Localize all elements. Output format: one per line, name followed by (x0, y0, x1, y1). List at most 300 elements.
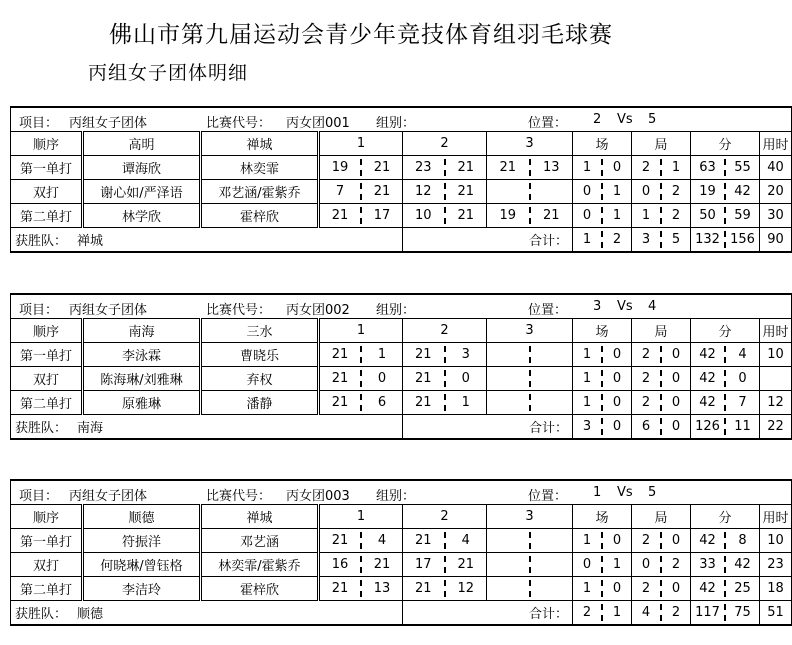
points-score (691, 204, 760, 228)
game3-score-a: 21 (499, 160, 517, 175)
total-field (573, 228, 632, 253)
order-cell: 第二单打 (11, 204, 83, 228)
vs-label: Vs (617, 112, 633, 127)
round-score (632, 577, 691, 601)
player-a-cell: 李洁玲 (83, 577, 201, 601)
total-time: 22 (760, 415, 792, 440)
game1-score-b: 17 (373, 208, 391, 223)
game1-score-b: 0 (377, 371, 387, 386)
total-label: 合计： (528, 234, 568, 249)
game1-score-b: 4 (377, 533, 387, 548)
game2-score-b: 0 (461, 371, 470, 386)
position-b: 4 (648, 299, 657, 314)
time-header: 用时 (760, 132, 792, 156)
game2-score-b: 21 (457, 160, 475, 175)
game1-score-a: 21 (331, 533, 349, 548)
points-header: 分 (691, 132, 760, 156)
total-points-b: 11 (734, 419, 751, 434)
team-a-header: 顺德 (83, 505, 201, 529)
field-score (573, 553, 632, 577)
field-score-a: 0 (582, 557, 592, 572)
field-header: 场 (573, 505, 632, 529)
field-score-a: 1 (582, 371, 592, 386)
match-info-row (11, 294, 792, 319)
game3-score (487, 577, 573, 601)
total-points (691, 415, 760, 440)
round-score-b: 0 (671, 581, 681, 596)
field-score-b: 0 (612, 347, 622, 362)
game1-score (319, 204, 403, 228)
points-score-b: 59 (734, 208, 751, 223)
round-score-a: 2 (641, 395, 651, 410)
divider (529, 556, 531, 572)
game2-header: 2 (403, 319, 487, 343)
game2-score (403, 529, 487, 553)
total-field (573, 601, 632, 626)
round-score-b: 2 (671, 557, 681, 572)
winner-row (11, 228, 792, 253)
player-b-cell: 邓艺涵 (201, 529, 319, 553)
points-score (691, 391, 760, 415)
time-cell: 40 (760, 156, 792, 180)
position-label: 位置： (528, 489, 568, 504)
time-cell: 30 (760, 204, 792, 228)
game3-score-b: 21 (542, 208, 560, 223)
position-label: 位置： (528, 116, 568, 131)
field-score (573, 529, 632, 553)
total-label-cell (403, 415, 573, 440)
time-cell (760, 367, 792, 391)
player-b-cell: 霍梓欣 (201, 577, 319, 601)
game2-score (403, 343, 487, 367)
player-a-cell: 原雅琳 (83, 391, 201, 415)
order-cell: 双打 (11, 180, 83, 204)
points-score-b: 7 (738, 395, 747, 410)
total-points-a: 132 (695, 232, 720, 247)
total-field-b: 1 (612, 605, 622, 620)
game1-score-a: 16 (331, 557, 349, 572)
vs-label: Vs (617, 299, 633, 314)
divider (529, 580, 531, 596)
round-score (632, 204, 691, 228)
match-table-3 (10, 479, 789, 626)
total-round (632, 228, 691, 253)
player-a-cell: 李泳霖 (83, 343, 201, 367)
field-score (573, 343, 632, 367)
game1-header: 1 (319, 319, 403, 343)
total-field-b: 0 (612, 419, 622, 434)
position-a: 2 (593, 112, 602, 127)
winner-value: 顺德 (77, 607, 104, 622)
player-b-cell: 林奕霏/霍紫乔 (201, 553, 319, 577)
round-score-a: 2 (641, 581, 651, 596)
player-b-cell: 曹晓乐 (201, 343, 319, 367)
match-code-label: 比赛代号： (206, 489, 272, 504)
game1-score (319, 553, 403, 577)
game1-score (319, 529, 403, 553)
match-info-row (11, 480, 792, 505)
position-b: 5 (648, 485, 657, 500)
time-cell: 23 (760, 553, 792, 577)
game2-score-a: 21 (414, 347, 432, 362)
winner-cell (11, 415, 403, 440)
game2-score-b: 21 (457, 184, 475, 199)
project-value: 丙组女子团体 (69, 489, 148, 504)
time-cell: 18 (760, 577, 792, 601)
total-points (691, 228, 760, 253)
field-score-b: 0 (612, 395, 622, 410)
game1-score-b: 21 (373, 184, 391, 199)
game2-score-a: 23 (414, 160, 432, 175)
game1-score-a: 21 (331, 347, 349, 362)
order-header: 顺序 (11, 505, 83, 529)
round-score-b: 0 (671, 533, 681, 548)
game3-score (487, 553, 573, 577)
project-value: 丙组女子团体 (69, 303, 148, 318)
position-b: 5 (648, 112, 657, 127)
header-row (11, 132, 792, 156)
field-score-b: 0 (612, 581, 622, 596)
field-score-b: 1 (612, 557, 622, 572)
field-score (573, 180, 632, 204)
game3-header: 3 (487, 132, 573, 156)
points-header: 分 (691, 319, 760, 343)
match-grid (10, 479, 792, 626)
team-b-header: 禅城 (201, 132, 319, 156)
total-round-a: 3 (641, 232, 651, 247)
game2-score-a: 21 (414, 533, 432, 548)
game1-score-b: 21 (373, 160, 391, 175)
round-score-a: 2 (641, 347, 651, 362)
total-round-a: 4 (641, 605, 651, 620)
field-score (573, 156, 632, 180)
round-score-b: 1 (671, 160, 681, 175)
round-score-b: 0 (671, 371, 681, 386)
divider (529, 183, 531, 199)
match-code-label: 比赛代号： (206, 116, 272, 131)
player-a-cell: 谢心如/严泽语 (83, 180, 201, 204)
game1-score-b: 13 (373, 581, 391, 596)
points-score-b: 4 (738, 347, 747, 362)
player-a-cell: 谭海欣 (83, 156, 201, 180)
player-b-cell: 邓艺涵/霍紫乔 (201, 180, 319, 204)
total-time: 51 (760, 601, 792, 626)
field-score-a: 0 (582, 184, 592, 199)
total-round-b: 5 (671, 232, 681, 247)
match-code-value: 丙女团003 (286, 489, 350, 504)
match-code-label: 比赛代号： (206, 303, 272, 318)
winner-row (11, 415, 792, 440)
winner-cell (11, 228, 403, 253)
game2-score (403, 391, 487, 415)
order-cell: 第一单打 (11, 343, 83, 367)
game2-score-a: 21 (414, 395, 432, 410)
field-score-a: 0 (582, 208, 592, 223)
round-score-a: 1 (641, 208, 651, 223)
game1-score-a: 21 (331, 395, 349, 410)
round-score (632, 156, 691, 180)
table-row (11, 156, 792, 180)
round-score-b: 2 (671, 208, 681, 223)
game2-score-a: 10 (414, 208, 432, 223)
total-field (573, 415, 632, 440)
total-points-b: 156 (730, 232, 755, 247)
match-grid (10, 106, 792, 253)
total-label: 合计： (528, 607, 568, 622)
game3-score (487, 156, 573, 180)
vs-label: Vs (617, 485, 633, 500)
total-field-b: 2 (612, 232, 622, 247)
round-score (632, 343, 691, 367)
points-score (691, 343, 760, 367)
game3-score-a: 19 (499, 208, 517, 223)
project-label: 项目： (19, 489, 59, 504)
total-time: 90 (760, 228, 792, 253)
total-round-b: 2 (671, 605, 681, 620)
table-row (11, 529, 792, 553)
total-field-a: 2 (582, 605, 592, 620)
points-score (691, 577, 760, 601)
points-score-b: 42 (734, 557, 751, 572)
order-cell: 双打 (11, 367, 83, 391)
order-cell: 第一单打 (11, 156, 83, 180)
game2-score (403, 577, 487, 601)
total-label-cell (403, 228, 573, 253)
team-b-header: 禅城 (201, 505, 319, 529)
game2-score-b: 3 (461, 347, 470, 362)
position-a: 1 (593, 485, 602, 500)
game2-score-b: 4 (461, 533, 470, 548)
game1-score-b: 6 (377, 395, 387, 410)
field-score-a: 1 (582, 533, 592, 548)
game2-score (403, 553, 487, 577)
project-value: 丙组女子团体 (69, 116, 148, 131)
round-score-b: 2 (671, 184, 681, 199)
points-score-a: 42 (699, 371, 716, 386)
order-cell: 第二单打 (11, 577, 83, 601)
total-points-a: 117 (695, 605, 720, 620)
game2-header: 2 (403, 505, 487, 529)
winner-label: 获胜队： (15, 607, 68, 622)
game3-score (487, 529, 573, 553)
page-subtitle: 丙组女子团体明细 (88, 62, 249, 84)
match-info-row (11, 107, 792, 132)
time-header: 用时 (760, 319, 792, 343)
game2-score (403, 180, 487, 204)
table-row (11, 204, 792, 228)
round-header: 局 (632, 505, 691, 529)
game2-score-b: 1 (461, 395, 470, 410)
game2-score-a: 12 (414, 184, 432, 199)
points-score-a: 33 (699, 557, 716, 572)
game3-score (487, 204, 573, 228)
game1-score-a: 19 (331, 160, 349, 175)
round-score (632, 180, 691, 204)
points-score (691, 529, 760, 553)
field-score (573, 391, 632, 415)
points-score (691, 180, 760, 204)
player-a-cell: 何晓琳/曾钰格 (83, 553, 201, 577)
game1-score (319, 180, 403, 204)
round-score-a: 2 (641, 160, 651, 175)
points-score-a: 50 (699, 208, 716, 223)
points-score-a: 42 (699, 347, 716, 362)
total-label-cell (403, 601, 573, 626)
time-cell: 12 (760, 391, 792, 415)
game1-score-a: 21 (331, 208, 349, 223)
player-a-cell: 林学欣 (83, 204, 201, 228)
position-a: 3 (593, 299, 602, 314)
order-cell: 双打 (11, 553, 83, 577)
total-field-a: 3 (582, 419, 592, 434)
game1-score (319, 367, 403, 391)
round-score-a: 0 (641, 184, 651, 199)
time-cell: 20 (760, 180, 792, 204)
round-header: 局 (632, 132, 691, 156)
field-score-b: 0 (612, 160, 622, 175)
project-label: 项目： (19, 303, 59, 318)
game1-score (319, 391, 403, 415)
order-cell: 第一单打 (11, 529, 83, 553)
game2-header: 2 (403, 132, 487, 156)
total-round (632, 415, 691, 440)
round-score-a: 2 (641, 371, 651, 386)
divider (529, 532, 531, 548)
position-label: 位置： (528, 303, 568, 318)
field-score-a: 1 (582, 581, 592, 596)
round-score (632, 367, 691, 391)
game2-score-b: 12 (457, 581, 475, 596)
time-cell: 10 (760, 529, 792, 553)
project-label: 项目： (19, 116, 59, 131)
points-score-b: 42 (734, 184, 751, 199)
divider (529, 346, 531, 362)
match-code-value: 丙女团001 (286, 116, 350, 131)
round-score-b: 0 (671, 347, 681, 362)
points-score (691, 553, 760, 577)
table-row (11, 367, 792, 391)
points-score (691, 367, 760, 391)
points-score-b: 25 (734, 581, 751, 596)
winner-row (11, 601, 792, 626)
game1-score-a: 21 (331, 371, 349, 386)
player-a-cell: 符振洋 (83, 529, 201, 553)
total-field-a: 1 (582, 232, 592, 247)
field-score (573, 204, 632, 228)
points-score-a: 42 (699, 395, 716, 410)
game3-score (487, 180, 573, 204)
time-header: 用时 (760, 505, 792, 529)
points-header: 分 (691, 505, 760, 529)
game3-score-b: 13 (542, 160, 560, 175)
winner-label: 获胜队： (15, 234, 68, 249)
game2-score (403, 204, 487, 228)
points-score-b: 0 (738, 371, 747, 386)
divider (529, 370, 531, 386)
total-label: 合计： (528, 421, 568, 436)
points-score-b: 8 (738, 533, 747, 548)
points-score-a: 42 (699, 581, 716, 596)
points-score-b: 55 (734, 160, 751, 175)
winner-value: 禅城 (77, 234, 104, 249)
group-label: 组别： (376, 116, 416, 131)
group-label: 组别： (376, 303, 416, 318)
field-score-a: 1 (582, 160, 592, 175)
game2-score-b: 21 (457, 557, 475, 572)
total-round-a: 6 (641, 419, 651, 434)
field-score-a: 1 (582, 347, 592, 362)
total-round (632, 601, 691, 626)
match-grid (10, 293, 792, 440)
group-label: 组别： (376, 489, 416, 504)
game3-header: 3 (487, 319, 573, 343)
order-header: 顺序 (11, 132, 83, 156)
round-score (632, 529, 691, 553)
divider (529, 394, 531, 410)
game2-score-a: 21 (414, 371, 432, 386)
game3-score (487, 343, 573, 367)
points-score (691, 156, 760, 180)
match-table-1 (10, 106, 789, 253)
player-b-cell: 弃权 (201, 367, 319, 391)
match-code-value: 丙女团002 (286, 303, 350, 318)
total-points-a: 126 (695, 419, 720, 434)
points-score-a: 63 (699, 160, 716, 175)
field-score-b: 0 (612, 533, 622, 548)
header-row (11, 505, 792, 529)
player-a-cell: 陈海琳/刘雅琳 (83, 367, 201, 391)
field-header: 场 (573, 319, 632, 343)
field-score-a: 1 (582, 395, 592, 410)
total-round-b: 0 (671, 419, 681, 434)
match-table-2 (10, 293, 789, 440)
game1-score-b: 21 (373, 557, 391, 572)
round-score-a: 2 (641, 533, 651, 548)
game1-header: 1 (319, 505, 403, 529)
points-score-a: 19 (699, 184, 716, 199)
winner-value: 南海 (77, 421, 104, 436)
round-score-a: 0 (641, 557, 651, 572)
points-score-a: 42 (699, 533, 716, 548)
time-cell: 10 (760, 343, 792, 367)
team-a-header: 南海 (83, 319, 201, 343)
game1-score (319, 577, 403, 601)
game1-score-b: 1 (377, 347, 387, 362)
game3-header: 3 (487, 505, 573, 529)
page-title: 佛山市第九届运动会青少年竞技体育组羽毛球赛 (109, 22, 613, 48)
player-b-cell: 林奕霏 (201, 156, 319, 180)
game1-score (319, 343, 403, 367)
player-b-cell: 霍梓欣 (201, 204, 319, 228)
game3-score (487, 391, 573, 415)
game2-score-a: 21 (414, 581, 432, 596)
header-row (11, 319, 792, 343)
table-row (11, 391, 792, 415)
round-score (632, 391, 691, 415)
game2-score (403, 367, 487, 391)
order-header: 顺序 (11, 319, 83, 343)
round-score-b: 0 (671, 395, 681, 410)
game2-score-a: 17 (414, 557, 432, 572)
table-row (11, 343, 792, 367)
winner-cell (11, 601, 403, 626)
team-b-header: 三水 (201, 319, 319, 343)
game1-score (319, 156, 403, 180)
field-score (573, 367, 632, 391)
game2-score (403, 156, 487, 180)
field-score (573, 577, 632, 601)
field-score-b: 1 (612, 208, 622, 223)
